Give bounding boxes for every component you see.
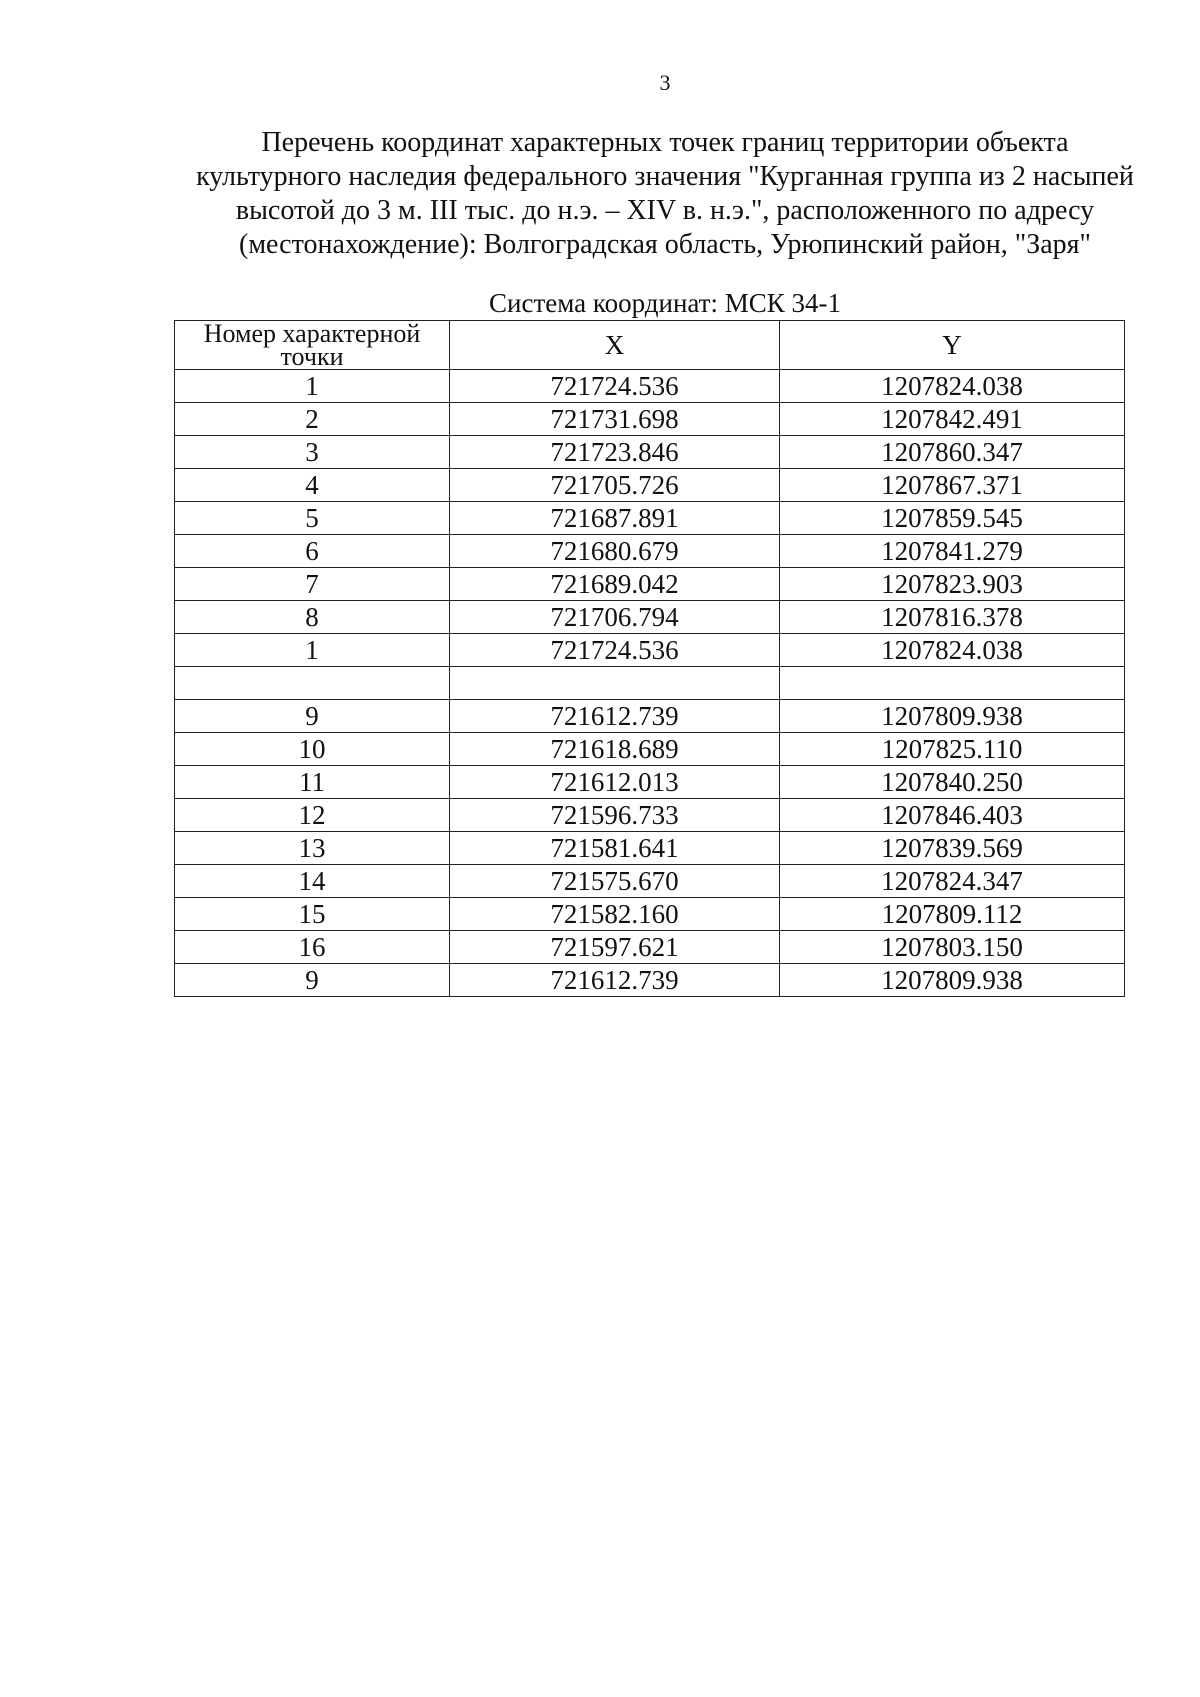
table-row bbox=[175, 502, 1125, 535]
cell-x: 721575.670 bbox=[450, 865, 780, 898]
cell-y: 1207867.371 bbox=[780, 469, 1125, 502]
coordinate-system-label: Система координат: МСК 34-1 bbox=[489, 288, 841, 318]
table-row bbox=[175, 964, 1125, 997]
cell-point-number: 10 bbox=[175, 733, 450, 766]
title-line: культурного наследия федерального значения "Курганная группа из 2 насыпей bbox=[196, 161, 1134, 192]
cell-y bbox=[780, 667, 1125, 700]
table-row bbox=[175, 370, 1125, 403]
table-row bbox=[175, 535, 1125, 568]
page-number: 3 bbox=[659, 70, 671, 95]
title-line: Перечень координат характерных точек границ территории объекта bbox=[261, 127, 1069, 158]
cell-y: 1207824.038 bbox=[780, 370, 1125, 403]
table-row bbox=[175, 799, 1125, 832]
cell-x: 721723.846 bbox=[450, 436, 780, 469]
cell-y: 1207825.110 bbox=[780, 733, 1125, 766]
table-row bbox=[175, 898, 1125, 931]
title-line: высотой до 3 м. III тыс. до н.э. – XIV в. н.э.", расположенного по адресу bbox=[235, 195, 1095, 226]
cell-x: 721596.733 bbox=[450, 799, 780, 832]
cell-point-number: 7 bbox=[175, 568, 450, 601]
cell-x: 721705.726 bbox=[450, 469, 780, 502]
cell-y: 1207809.112 bbox=[780, 898, 1125, 931]
cell-point-number: 4 bbox=[175, 469, 450, 502]
cell-x: 721680.679 bbox=[450, 535, 780, 568]
cell-y: 1207816.378 bbox=[780, 601, 1125, 634]
cell-point-number: 12 bbox=[175, 799, 450, 832]
cell-point-number: 2 bbox=[175, 403, 450, 436]
cell-point-number: 1 bbox=[175, 634, 450, 667]
cell-y: 1207824.038 bbox=[780, 634, 1125, 667]
table-row bbox=[175, 601, 1125, 634]
cell-x: 721724.536 bbox=[450, 370, 780, 403]
cell-y: 1207824.347 bbox=[780, 865, 1125, 898]
cell-y: 1207860.347 bbox=[780, 436, 1125, 469]
table-row bbox=[175, 568, 1125, 601]
cell-x: 721618.689 bbox=[450, 733, 780, 766]
table-row bbox=[175, 634, 1125, 667]
cell-y: 1207809.938 bbox=[780, 964, 1125, 997]
cell-y: 1207842.491 bbox=[780, 403, 1125, 436]
header-point-number-line2: точки bbox=[280, 342, 344, 371]
cell-y: 1207841.279 bbox=[780, 535, 1125, 568]
table-row bbox=[175, 667, 1125, 700]
cell-point-number: 16 bbox=[175, 931, 450, 964]
cell-x: 721724.536 bbox=[450, 634, 780, 667]
cell-y: 1207809.938 bbox=[780, 700, 1125, 733]
table-header-row bbox=[175, 321, 1125, 370]
cell-y: 1207840.250 bbox=[780, 766, 1125, 799]
cell-x: 721687.891 bbox=[450, 502, 780, 535]
table-row bbox=[175, 733, 1125, 766]
coordinates-table bbox=[174, 320, 1125, 997]
cell-point-number: 9 bbox=[175, 964, 450, 997]
table-row bbox=[175, 469, 1125, 502]
document-title bbox=[180, 126, 1150, 262]
cell-x: 721706.794 bbox=[450, 601, 780, 634]
cell-x: 721612.739 bbox=[450, 964, 780, 997]
cell-point-number: 3 bbox=[175, 436, 450, 469]
cell-point-number bbox=[175, 667, 450, 700]
table-row bbox=[175, 931, 1125, 964]
table-row bbox=[175, 436, 1125, 469]
cell-point-number: 6 bbox=[175, 535, 450, 568]
table-row bbox=[175, 766, 1125, 799]
cell-point-number: 15 bbox=[175, 898, 450, 931]
cell-point-number: 14 bbox=[175, 865, 450, 898]
header-point-number bbox=[175, 321, 450, 370]
cell-point-number: 8 bbox=[175, 601, 450, 634]
cell-y: 1207839.569 bbox=[780, 832, 1125, 865]
cell-y: 1207846.403 bbox=[780, 799, 1125, 832]
cell-x: 721582.160 bbox=[450, 898, 780, 931]
header-y: Y bbox=[780, 321, 1125, 370]
table-row bbox=[175, 403, 1125, 436]
header-x: X bbox=[450, 321, 780, 370]
table-row bbox=[175, 832, 1125, 865]
title-line: (местонахождение): Волгоградская область, Урюпинский район, "Заря" bbox=[239, 229, 1091, 260]
table-body bbox=[175, 370, 1125, 997]
cell-x: 721689.042 bbox=[450, 568, 780, 601]
cell-x: 721612.739 bbox=[450, 700, 780, 733]
cell-point-number: 1 bbox=[175, 370, 450, 403]
cell-x bbox=[450, 667, 780, 700]
cell-x: 721597.621 bbox=[450, 931, 780, 964]
cell-point-number: 11 bbox=[175, 766, 450, 799]
cell-point-number: 13 bbox=[175, 832, 450, 865]
cell-y: 1207823.903 bbox=[780, 568, 1125, 601]
header-point-number-line1: Номер характерной bbox=[203, 319, 421, 348]
cell-x: 721731.698 bbox=[450, 403, 780, 436]
cell-y: 1207803.150 bbox=[780, 931, 1125, 964]
cell-point-number: 5 bbox=[175, 502, 450, 535]
cell-x: 721581.641 bbox=[450, 832, 780, 865]
table-row bbox=[175, 865, 1125, 898]
cell-y: 1207859.545 bbox=[780, 502, 1125, 535]
cell-x: 721612.013 bbox=[450, 766, 780, 799]
cell-point-number: 9 bbox=[175, 700, 450, 733]
table-row bbox=[175, 700, 1125, 733]
